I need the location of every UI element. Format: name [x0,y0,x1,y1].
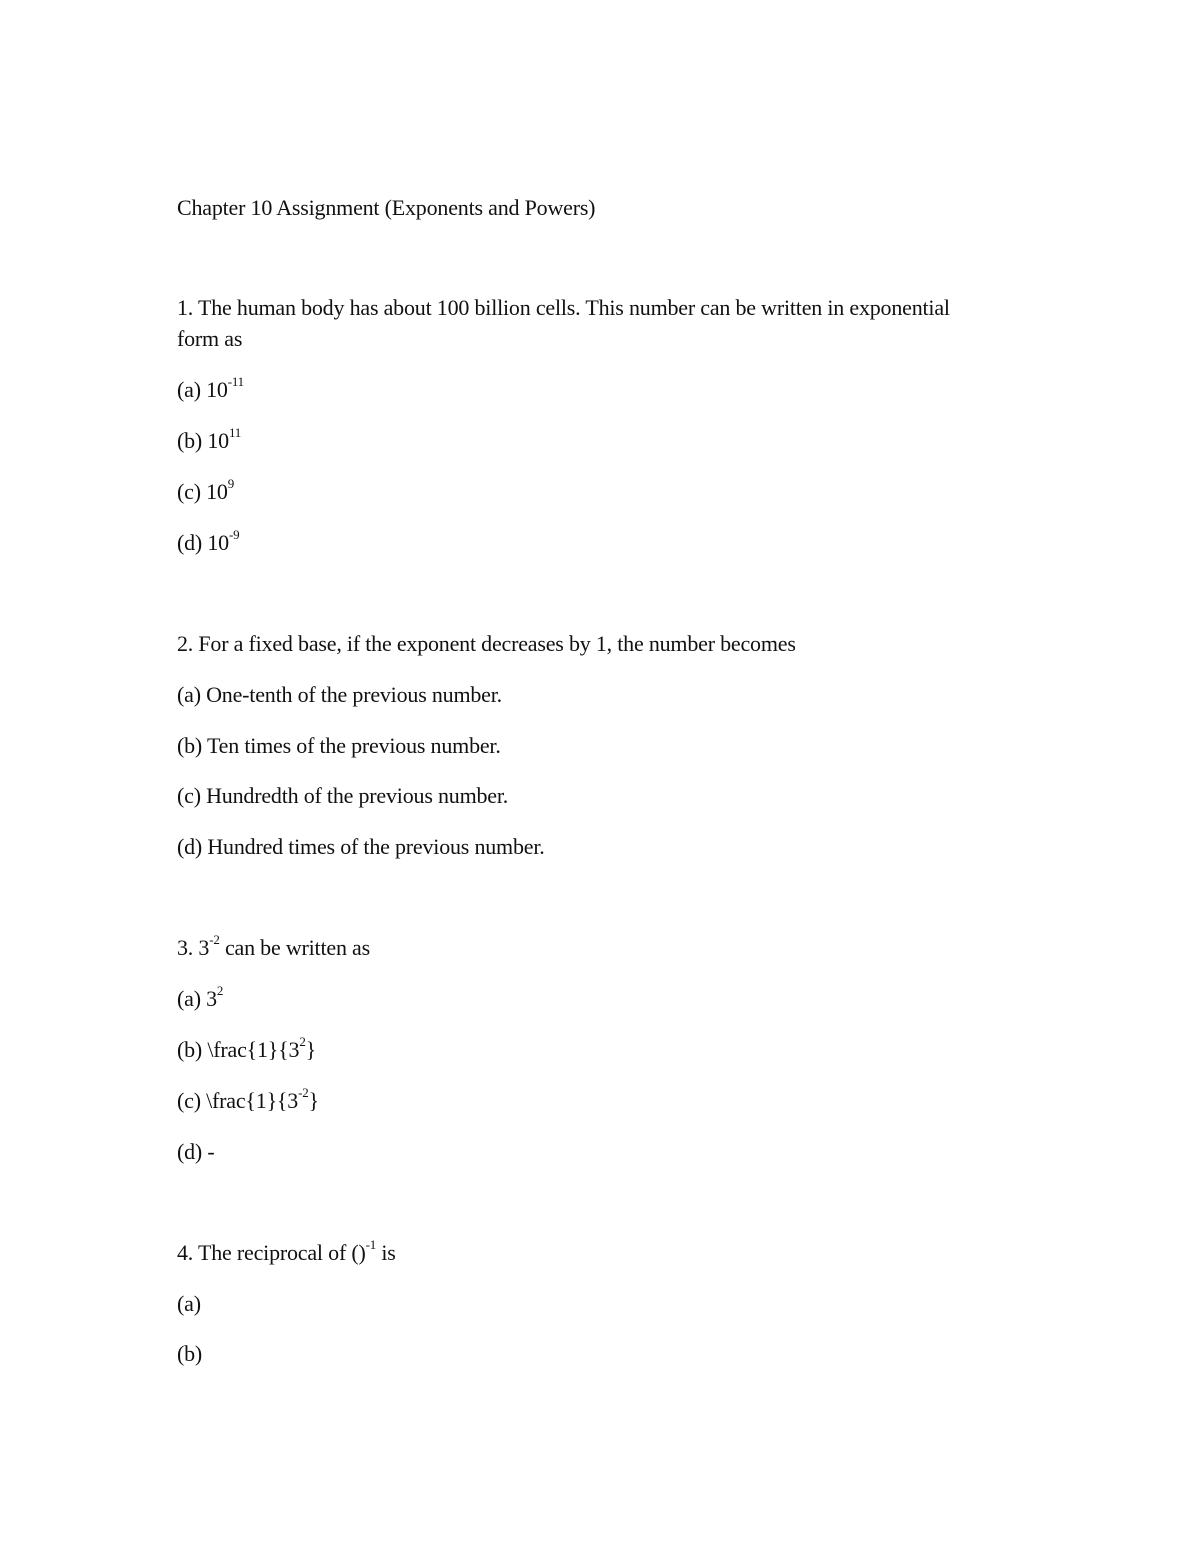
exponent: -2 [209,931,220,947]
question-4-option-b: (b) [177,1341,203,1366]
question-1-stem-continued: form as [177,326,243,351]
exponent: -1 [365,1236,377,1252]
question-3-option-d: (d) - [177,1139,215,1164]
question-1-option-a: (a) $10^{-11}$ [177,373,244,402]
question-4-option-a: (a) [177,1291,201,1316]
exponent: -11 [227,373,244,389]
question-2-option-c: (c) Hundredth of the previous number. [177,783,509,808]
question-2-option-b: (b) Ten times of the previous number. [177,733,501,758]
exponent: 11 [228,424,242,440]
question-3-stem: 3. $3^{-2}$ can be written as [177,931,370,960]
exponent: 2 [299,1033,306,1049]
page-title: Chapter 10 Assignment (Exponents and Powers) [177,195,596,220]
exponent: 9 [227,475,235,491]
question-2-option-a: (a) One-tenth of the previous number. [177,682,502,707]
exponent: 2 [216,982,224,998]
question-2-stem: 2. For a fixed base, if the exponent decreases by 1, the number becomes [177,631,796,656]
question-3-option-b: (b) $\backslash frac\{1\}\{3^2\}$ [177,1033,317,1062]
question-1-option-d: (d) $10^{-9}$ [177,526,240,555]
question-2-option-d: (d) Hundred times of the previous number. [177,834,545,859]
question-1-option-b: (b) $10^{11}$ [177,424,242,453]
question-4-stem: 4. The reciprocal of ()$^{-1}$ is [177,1236,396,1265]
question-3-option-a: (a) $3^2$ [177,982,224,1011]
exponent: -9 [228,526,240,542]
question-1-option-c: (c) $10^9$ [177,475,235,504]
exponent: -2 [298,1084,309,1100]
question-1-stem: 1. The human body has about 100 billion cells. This number can be written in exponential [177,295,950,320]
question-3-option-c: (c) $\backslash frac\{1\}\{3^{-2}\}$ [177,1084,319,1113]
